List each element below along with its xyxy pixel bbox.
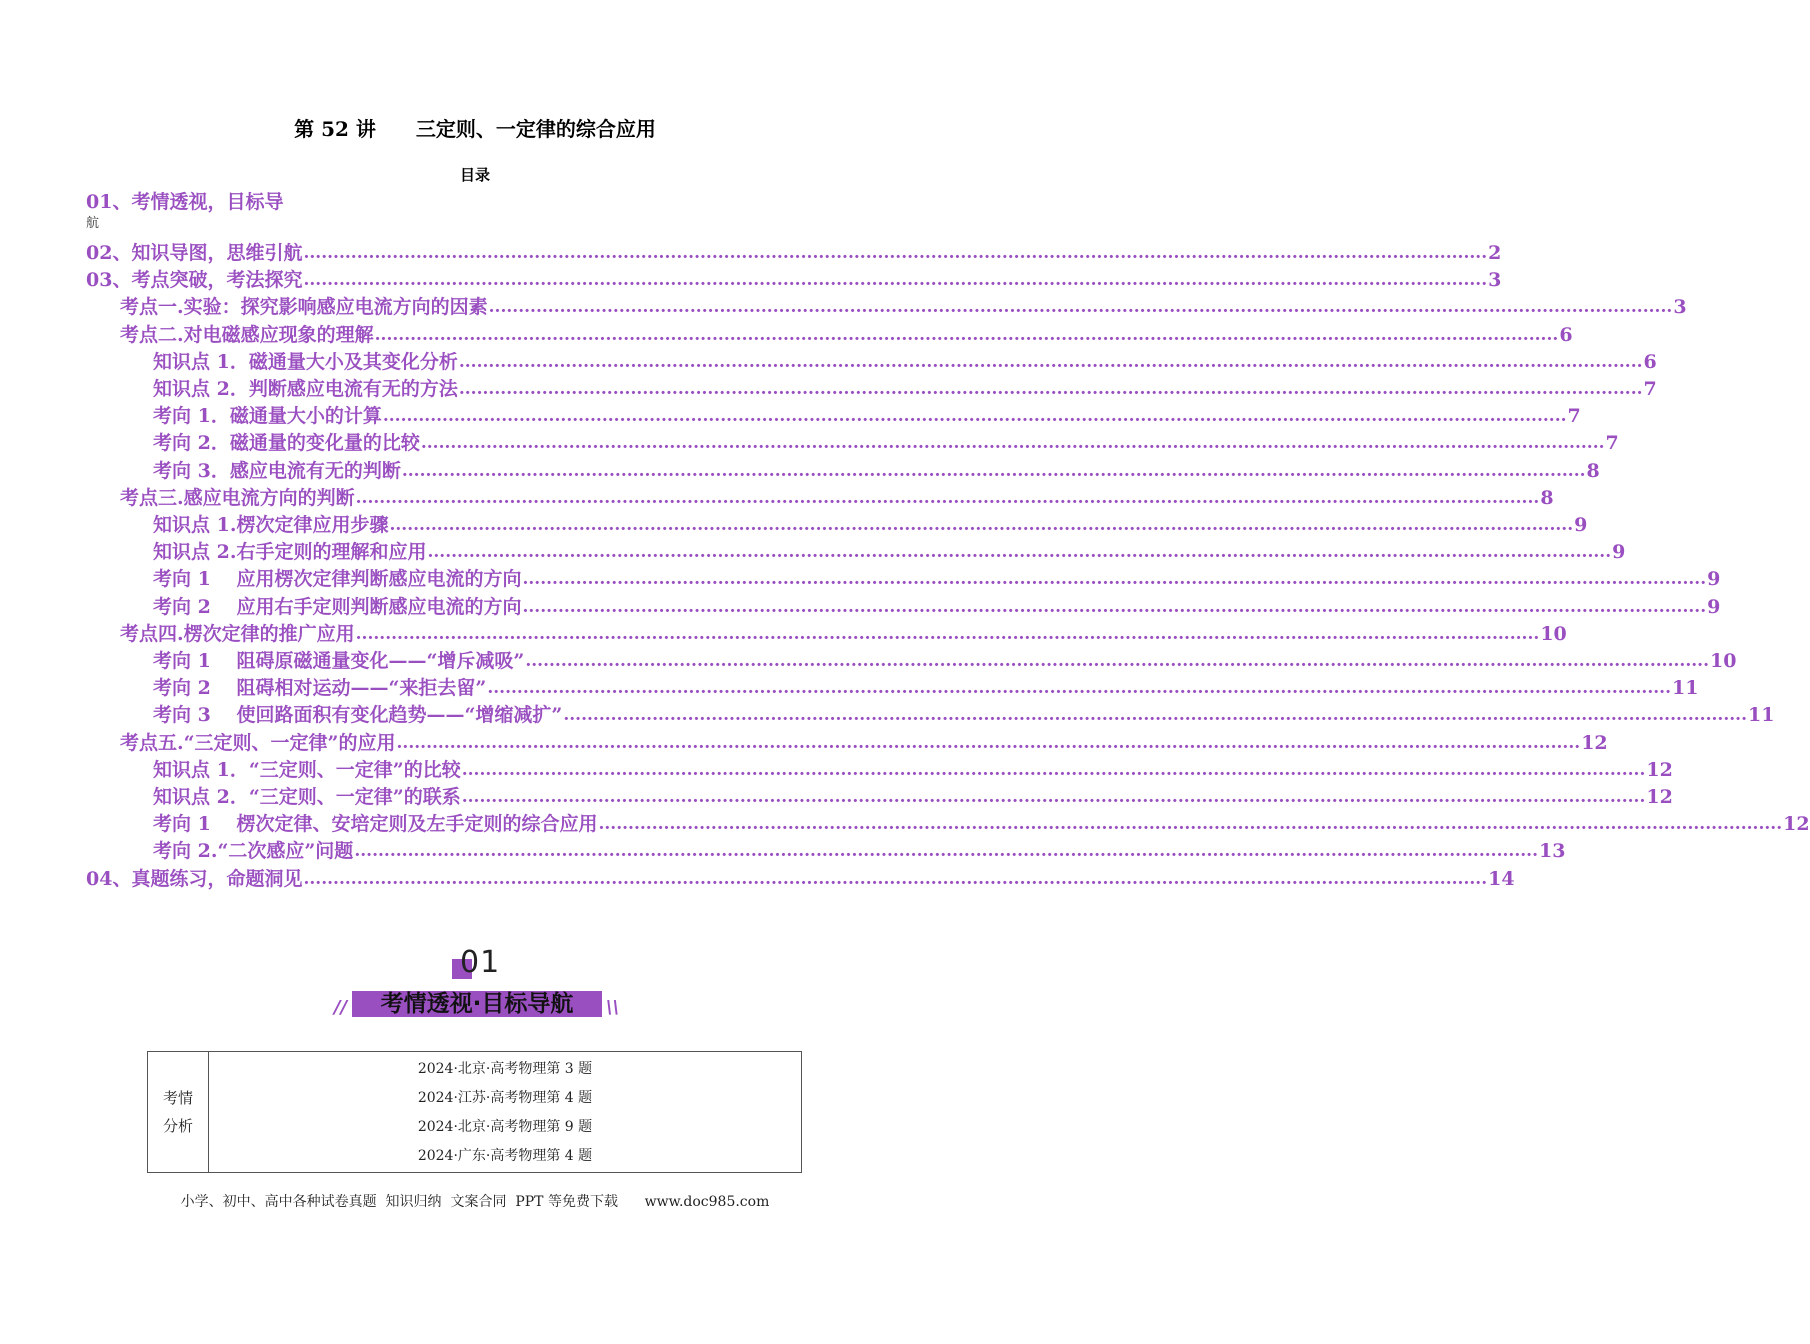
toc-entry-page: 10 [1540, 622, 1567, 645]
toc-entry[interactable] [153, 404, 1581, 428]
toc-entry-label: 考点一.实验：探究影响感应电流方向的因素 [120, 296, 488, 319]
toc-entry-label: 知识点 1．“三定则、一定律”的比较 [153, 758, 461, 781]
toc-entry-page: 6 [1559, 323, 1573, 346]
toc-heading: 目录 [459, 166, 490, 184]
toc-leader-dots: ........................................................................................................................................................................................................ [355, 487, 1540, 508]
toc-entry-label: 考向 3．感应电流有无的判断 [153, 459, 401, 482]
toc-leader-dots: ........................................................................................................................................................................................................ [303, 868, 1488, 889]
toc-entry-label: 考点五.“三定则、一定律”的应用 [120, 731, 396, 754]
toc-entry[interactable] [153, 513, 1588, 537]
toc-entry-label: 知识点 1．磁通量大小及其变化分析 [153, 350, 458, 373]
toc-entry-page: 12 [1581, 731, 1608, 754]
toc-entry[interactable] [153, 785, 1673, 809]
toc-leader-dots: ........................................................................................................................................................................................................ [461, 787, 1646, 807]
toc-entry[interactable] [153, 431, 1619, 455]
toc-entry-label: 知识点 2．“三定则、一定律”的联系 [153, 786, 461, 808]
toc-entry-label: 考点四.楞次定律的推广应用 [120, 622, 355, 645]
toc-entry[interactable] [86, 241, 1502, 265]
toc-entry-page: 13 [1539, 840, 1566, 863]
toc-entry-label: 考向 2.“二次感应”问题 [153, 840, 354, 863]
toc-leader-dots: ........................................................................................................................................................................................................ [458, 379, 1643, 399]
analysis-items-cell [209, 1052, 801, 1172]
toc-entry-label: 04、真题练习，命题洞见 [86, 867, 303, 890]
toc-entry-label: 考向 2 应用右手定则判断感应电流的方向 [153, 595, 522, 618]
toc-entry[interactable] [153, 350, 1657, 374]
toc-entry-label: 知识点 1.楞次定律应用步骤 [153, 514, 389, 536]
toc-leader-dots: ........................................................................................................................................................................................................ [522, 596, 1707, 617]
toc-entry[interactable] [153, 595, 1721, 619]
toc-entry-label: 考向 1 阻碍原磁通量变化——“增斥减吸” [153, 650, 525, 672]
toc-entry-label: 考向 3 使回路面积有变化趋势——“增缩减扩” [153, 704, 563, 727]
analysis-table [147, 1051, 802, 1173]
toc-entry-page: 8 [1586, 459, 1600, 482]
toc-entry[interactable] [120, 731, 1608, 755]
toc-leader-dots: ........................................................................................................................................................................................................ [355, 623, 1540, 644]
toc-entry[interactable] [153, 703, 1775, 727]
toc-entry-page: 2 [1488, 242, 1502, 264]
toc-entry[interactable] [153, 649, 1737, 673]
analysis-label-line1: 考情 [162, 1089, 193, 1107]
analysis-item: 2024·江苏·高考物理第 4 题 [417, 1089, 593, 1106]
toc-entry-page: 3 [1488, 269, 1502, 292]
toc-entry-page: 8 [1540, 486, 1554, 509]
toc-entry[interactable] [86, 268, 1502, 292]
toc-entry-label: 03、考点突破，考法探究 [86, 269, 303, 292]
toc-leader-dots: ........................................................................................................................................................................................................ [487, 678, 1672, 699]
toc-leader-dots: ........................................................................................................................................................................................................ [389, 515, 1574, 535]
toc-entry[interactable] [120, 486, 1554, 510]
toc-entry-label: 02、知识导图，思维引航 [86, 242, 303, 264]
toc-entry-page: 10 [1710, 650, 1737, 672]
toc-entry-page: 9 [1707, 568, 1721, 591]
toc-leader-dots: ........................................................................................................................................................................................................ [525, 651, 1710, 671]
toc-entry-page: 12 [1646, 758, 1673, 781]
analysis-label-line2: 分析 [162, 1117, 193, 1135]
analysis-item: 2024·广东·高考物理第 4 题 [417, 1147, 593, 1164]
toc-entry[interactable] [86, 867, 1515, 891]
banner-slash-right: \\ [606, 997, 620, 1018]
toc-leader-dots: ........................................................................................................................................................................................................ [461, 759, 1646, 780]
toc-entry[interactable] [120, 622, 1567, 646]
toc-leader-dots: ........................................................................................................................................................................................................ [563, 705, 1748, 726]
toc-leader-dots: ........................................................................................................................................................................................................ [458, 351, 1643, 372]
banner-slash-left: // [334, 997, 348, 1018]
page-title: 第 52 讲 三定则、一定律的综合应用 [294, 117, 656, 141]
toc-entry-page: 6 [1643, 350, 1657, 373]
toc-entry-page: 7 [1605, 432, 1619, 455]
toc-leader-dots: ........................................................................................................................................................................................................ [303, 243, 1488, 263]
toc-entry-label: 知识点 2.右手定则的理解和应用 [153, 541, 427, 564]
toc-entry-label: 考向 2 阻碍相对运动——“来拒去留” [153, 677, 487, 700]
banner-title: 考情透视·目标导航 [380, 991, 574, 1017]
toc-entry[interactable] [153, 676, 1699, 700]
toc-entry[interactable] [153, 459, 1600, 483]
toc-entry[interactable] [120, 323, 1573, 347]
analysis-item: 2024·北京·高考物理第 3 题 [417, 1060, 593, 1077]
toc-entry-page: 12 [1783, 813, 1810, 836]
toc-leader-dots: ........................................................................................................................................................................................................ [354, 841, 1539, 862]
toc-entry[interactable] [153, 839, 1566, 863]
toc-entry-label: 考向 1．磁通量大小的计算 [153, 405, 382, 428]
toc-entry-label: 知识点 2．判断感应电流有无的方法 [153, 378, 458, 400]
toc-leader-dots: ........................................................................................................................................................................................................ [303, 270, 1488, 291]
toc-entry-page: 9 [1612, 541, 1626, 564]
toc-entry-page: 12 [1646, 786, 1673, 808]
toc-entry-page: 7 [1643, 378, 1657, 400]
toc-entry[interactable] [120, 295, 1687, 319]
toc-leader-dots: ........................................................................................................................................................................................................ [396, 732, 1581, 753]
toc-leader-dots: ........................................................................................................................................................................................................ [488, 297, 1673, 318]
toc-entry-label: 考点三.感应电流方向的判断 [120, 486, 355, 509]
banner-number: 01 [460, 945, 501, 980]
toc-entry-page: 7 [1567, 405, 1581, 428]
toc-leader-dots: ........................................................................................................................................................................................................ [401, 460, 1586, 481]
toc-first-entry-wrap: 航 [86, 216, 100, 231]
page-footer: 小学、初中、高中各种试卷真题 知识归纳 文案合同 PPT 等免费下载 www.doc985.com [180, 1194, 770, 1210]
toc-leader-dots: ........................................................................................................................................................................................................ [382, 406, 1567, 427]
toc-entry-page: 9 [1574, 514, 1588, 536]
analysis-item: 2024·北京·高考物理第 9 题 [417, 1118, 593, 1135]
toc-entry-page: 11 [1748, 704, 1775, 727]
section-banner [330, 945, 620, 1025]
toc-entry[interactable] [153, 812, 1810, 836]
toc-entry-label: 考向 1 应用楞次定律判断感应电流的方向 [153, 568, 522, 591]
toc-leader-dots: ........................................................................................................................................................................................................ [374, 324, 1559, 345]
toc-leader-dots: ........................................................................................................................................................................................................ [598, 814, 1783, 835]
toc-leader-dots: ........................................................................................................................................................................................................ [427, 542, 1612, 563]
toc-entry-label: 考点二.对电磁感应现象的理解 [120, 323, 374, 346]
toc-entry-label: 考向 2．磁通量的变化量的比较 [153, 432, 420, 455]
analysis-label-cell [148, 1052, 209, 1172]
toc-entry-page: 11 [1672, 677, 1699, 700]
toc-entry-page: 3 [1673, 296, 1687, 319]
toc-entry[interactable] [153, 377, 1657, 401]
toc-entry-page: 14 [1488, 867, 1515, 890]
toc-leader-dots: ........................................................................................................................................................................................................ [522, 569, 1707, 590]
toc-entry-page: 9 [1707, 595, 1721, 618]
toc-entry[interactable] [153, 567, 1721, 591]
toc-entry-label: 考向 1 楞次定律、安培定则及左手定则的综合应用 [153, 813, 598, 836]
toc-first-entry[interactable]: 01、考情透视，目标导 [86, 191, 284, 213]
toc-entry[interactable] [153, 758, 1673, 782]
toc-entry[interactable] [153, 540, 1626, 564]
toc-leader-dots: ........................................................................................................................................................................................................ [420, 433, 1605, 454]
